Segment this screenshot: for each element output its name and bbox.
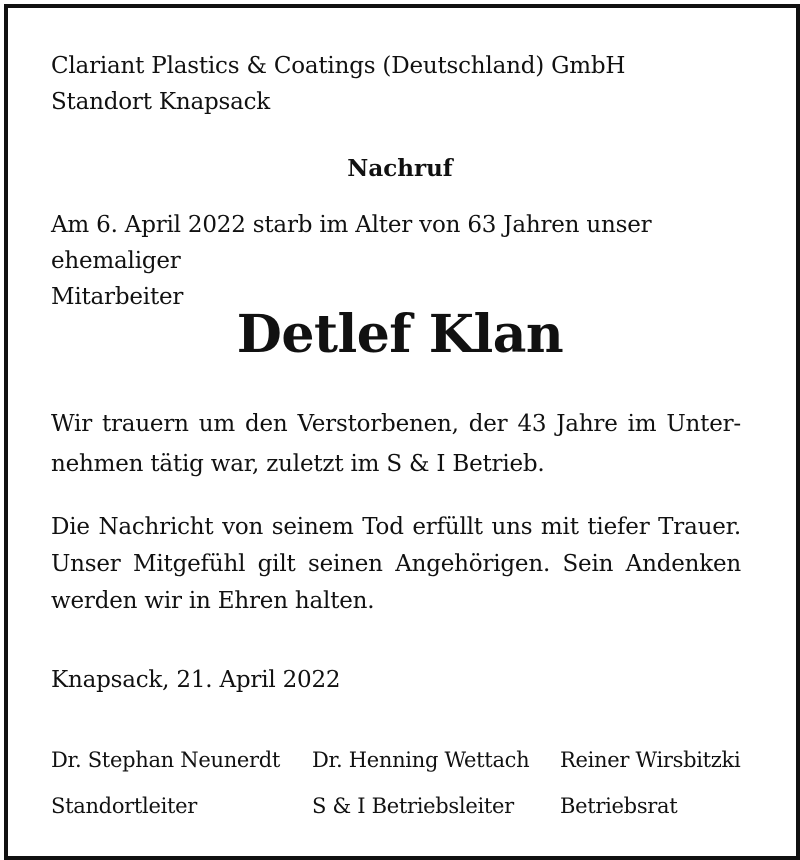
tribute-paragraph-2 xyxy=(51,509,741,620)
signatory-role: Betriebsrat xyxy=(560,794,678,818)
company-name: Clariant Plastics & Coatings (Deutschland) GmbH xyxy=(51,53,626,79)
signatory-role: S & I Betriebsleiter xyxy=(312,794,514,818)
signatory-2 xyxy=(312,737,529,829)
deceased-name: Detlef Klan xyxy=(236,304,564,365)
signatory-name: Reiner Wirsbitzki xyxy=(560,748,741,772)
tribute-paragraph-1-line-2: nehmen tätig war, zuletzt im S & I Betrieb. xyxy=(51,451,545,477)
tribute-paragraph-1-line-1: Wir trauern um den Verstorbenen, der 43 Jahre im Unter- xyxy=(51,411,741,437)
tribute-paragraph-1 xyxy=(51,404,741,484)
signatory-3 xyxy=(560,737,740,829)
tribute-paragraph-2-line-2: Unser Mitgefühl gilt seinen Angehörigen. Sein Andenken xyxy=(51,551,741,577)
place-and-date: Knapsack, 21. April 2022 xyxy=(51,667,341,693)
intro-line-1: Am 6. April 2022 starb im Alter von 63 Jahren unser ehemaliger xyxy=(51,212,652,274)
tribute-paragraph-2-line-3: werden wir in Ehren halten. xyxy=(51,588,375,614)
signatory-role: Standortleiter xyxy=(51,794,197,818)
intro-text xyxy=(51,207,751,315)
signatory-name: Dr. Henning Wettach xyxy=(312,748,530,772)
company-location: Standort Knapsack xyxy=(51,89,271,115)
company-block xyxy=(51,48,625,120)
intro-line-2: Mitarbeiter xyxy=(51,284,184,310)
tribute-paragraph-2-line-1: Die Nachricht von seinem Tod erfüllt uns mit tiefer Trauer. xyxy=(51,514,741,540)
signatory-1 xyxy=(51,737,280,829)
obituary-heading: Nachruf xyxy=(347,155,453,182)
signatory-name: Dr. Stephan Neunerdt xyxy=(51,748,281,772)
